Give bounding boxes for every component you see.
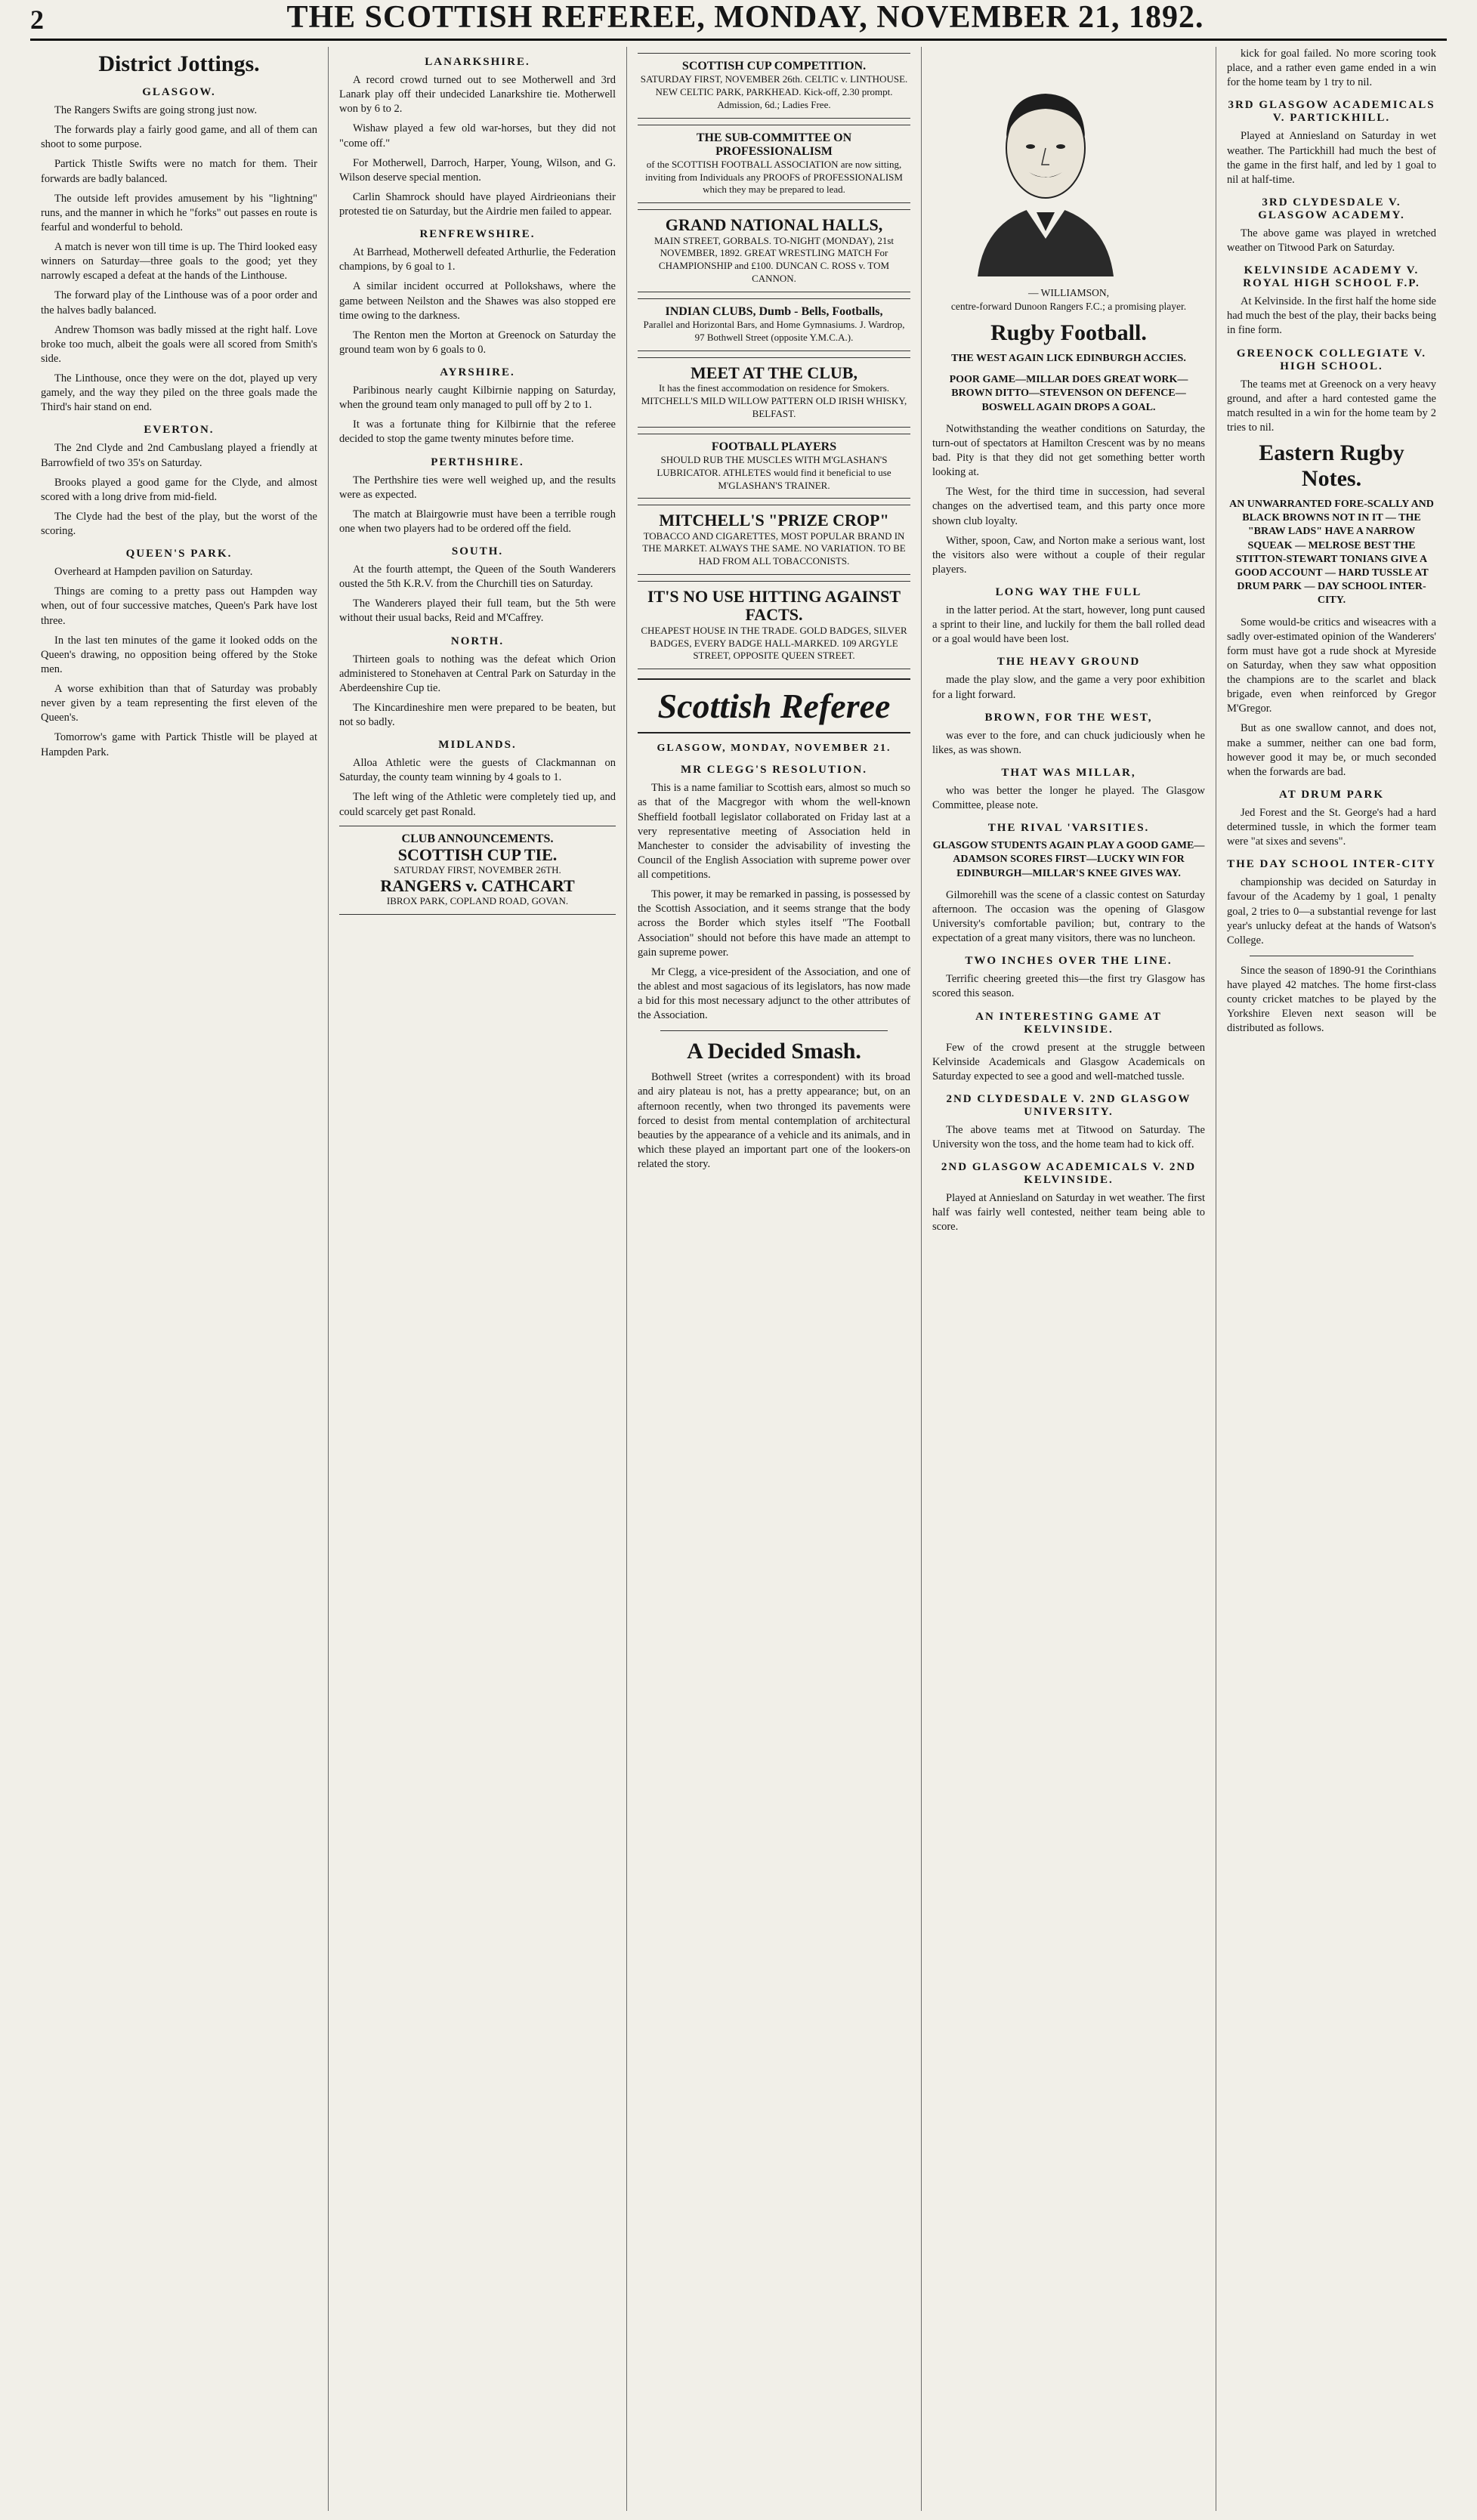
deck-heading: THE WEST AGAIN LICK EDINBURGH ACCIES. xyxy=(951,353,1186,365)
masthead xyxy=(30,0,1447,41)
paragraph: The left wing of the Athletic were completely tied up, and could scarcely get past Ronald. xyxy=(339,791,616,818)
article-text xyxy=(638,1070,910,1172)
scottish-referee-logo xyxy=(638,678,910,733)
sub-heading: 2ND CLYDESDALE V. 2ND GLASGOW UNIVERSITY. xyxy=(946,1092,1191,1118)
article-text xyxy=(1227,378,1436,436)
sub-heading: NORTH. xyxy=(450,635,505,647)
paragraph: Since the season of 1890-91 the Corinthians have played 42 matches. The home first-class county cricket matches to be played by the Yorkshire Eleven next season will be distributed as follows. xyxy=(1227,964,1436,1035)
masthead-title: THE SCOTTISH REFEREE, MONDAY, NOVEMBER 21, 1892. xyxy=(286,0,1204,35)
paragraph: who was better the longer he played. The Glasgow Committee, please note. xyxy=(932,784,1205,812)
column-5 xyxy=(1216,47,1447,2511)
article-text xyxy=(932,972,1205,1001)
ad-heading: SCOTTISH CUP COMPETITION. xyxy=(681,60,867,73)
paragraph: Overheard at Hampden pavilion on Saturday. xyxy=(54,566,253,579)
column-1 xyxy=(30,47,329,2511)
article-text xyxy=(41,103,317,415)
ad-heading: MITCHELL'S "PRIZE CROP" xyxy=(659,511,889,530)
paragraph: Few of the crowd present at the struggle between Kelvinside Academicals and Glasgow Academicals on Saturday expected to see a good and well-matched tussle. xyxy=(932,1041,1205,1082)
paragraph: The West, for the third time in succession, had several changes on the advertised team, and this party once more shown club loyalty. xyxy=(932,486,1205,527)
paragraph: The outside left provides amusement by his "lightning" runs, and the manner in which he "forks" out passes en route is fearful and wonderful to behold. xyxy=(41,192,317,233)
article-text xyxy=(41,441,317,539)
article-text xyxy=(1227,876,1436,948)
article-text xyxy=(1227,295,1436,338)
article-text xyxy=(339,246,616,357)
paragraph: The forward play of the Linthouse was of a poor order and the halves badly balanced. xyxy=(41,289,317,317)
caption-name: — WILLIAMSON, xyxy=(1028,287,1109,298)
advertisement xyxy=(638,505,910,575)
ad-text: MAIN STREET, GORBALS. TO-NIGHT (MONDAY), 21st NOVEMBER, 1892. GREAT WRESTLING MATCH For CHAMPIONSHIP and £100. DUNCAN C. ROSS v. TOM CANNON. xyxy=(654,234,895,285)
article-text xyxy=(339,563,616,626)
article-text xyxy=(339,474,616,537)
paragraph: This is a name familiar to Scottish ears, almost so much so as that of the Macgregor with whom the well-known Sheffield football legislator collaborated on Friday last at a very representative meeting of Association held in Manchester to consider the advisability of investing the Council of the English Association with supreme power over all competitions. xyxy=(638,782,910,882)
sub-heading: PERTHSHIRE. xyxy=(431,456,524,468)
paragraph: At Barrhead, Motherwell defeated Arthurlie, the Federation champions, by 6 goal to 1. xyxy=(339,246,616,273)
advertisement xyxy=(638,209,910,292)
dateline: GLASGOW, MONDAY, NOVEMBER 21. xyxy=(657,743,891,755)
paragraph: Mr Clegg, a vice-president of the Association, and one of the ablest and most sagacious of its legislators, has now made a bid for this most necessary adjunct to the other attributes of the Association. xyxy=(638,965,910,1022)
sub-heading: QUEEN'S PARK. xyxy=(125,548,233,561)
paragraph: The Perthshire ties were well weighed up, and the results were as expected. xyxy=(339,474,616,501)
paragraph: The 2nd Clyde and 2nd Cambuslang played a friendly at Barrowfield of two 35's on Saturday. xyxy=(41,442,317,469)
paragraph: Terrific cheering greeted this—the first try Glasgow has scored this season. xyxy=(932,973,1205,1000)
sub-heading: MIDLANDS. xyxy=(438,739,517,752)
column-2 xyxy=(329,47,627,2511)
article-text xyxy=(932,422,1205,577)
article-title-decided-smash: A Decided Smash. xyxy=(687,1039,861,1064)
sub-heading: SOUTH. xyxy=(451,545,504,557)
sub-heading: RENFREWSHIRE. xyxy=(419,228,536,241)
advertisement xyxy=(638,298,910,351)
paragraph: For Motherwell, Darroch, Harper, Young, Wilson, and G. Wilson deserve special mention. xyxy=(339,156,616,184)
column-4 xyxy=(922,47,1216,2511)
article-title: AN INTERESTING GAME AT KELVINSIDE. xyxy=(975,1010,1162,1036)
sub-heading: LANARKSHIRE. xyxy=(425,56,530,68)
club-announcements-ad xyxy=(339,826,616,915)
ad-text: of the SCOTTISH FOOTBALL ASSOCIATION are now sitting, inviting from Individuals any PROOFS of PROFESSIONALISM which they may be prepared to lead. xyxy=(645,158,903,196)
ad-line: RANGERS v. CATHCART xyxy=(380,876,575,895)
sub-heading: THE DAY SCHOOL INTER-CITY xyxy=(1227,858,1436,871)
article-text xyxy=(932,1041,1205,1084)
ad-heading: THE SUB-COMMITTEE ON PROFESSIONALISM xyxy=(696,131,852,158)
logo-text: Scottish Referee xyxy=(657,687,891,726)
sub-heading: GLASGOW. xyxy=(142,86,216,98)
caption-description: centre-forward Dunoon Rangers F.C.; a promising player. xyxy=(950,300,1187,312)
paragraph: The forwards play a fairly good game, and all of them can shoot to some purpose. xyxy=(41,124,317,151)
article-text xyxy=(932,729,1205,758)
article-title: THE RIVAL 'VARSITIES. xyxy=(987,822,1150,835)
ad-heading: INDIAN CLUBS, Dumb - Bells, Footballs, xyxy=(665,305,883,319)
article-text xyxy=(339,73,616,219)
section-title-district-jottings: District Jottings. xyxy=(98,51,260,76)
paragraph: But as one swallow cannot, and does not, make a summer, neither can one bad form, however good it may be, or much seconded when the forwards are bad. xyxy=(1227,722,1436,778)
ad-heading: GRAND NATIONAL HALLS, xyxy=(665,215,883,235)
sub-heading: LONG WAY THE FULL xyxy=(995,586,1142,599)
paragraph: The Rangers Swifts are going strong just now. xyxy=(54,104,258,116)
sub-heading: TWO INCHES OVER THE LINE. xyxy=(965,955,1173,968)
column-3 xyxy=(627,47,922,2511)
ad-line: SCOTTISH CUP TIE. xyxy=(397,845,558,864)
paragraph: Gilmorehill was the scene of a classic contest on Saturday afternoon. The occasion was the opening of Glasgow University's comfortable pavilion; but, contrary to the expectation of a great many visitors, there was no luncheon. xyxy=(932,888,1205,945)
paragraph: Wishaw played a few old war-horses, but they did not "come off." xyxy=(339,122,616,150)
paragraph: The Linthouse, once they were on the dot, played up very gamely, and the way they piled on the three goals made the Third's hair stand on end. xyxy=(41,372,317,414)
paragraph: The teams met at Greenock on a very heavy ground, and after a hard contested game the match resulted in a win for the home team by 2 tries to nil. xyxy=(1227,378,1436,434)
article-text xyxy=(41,565,317,760)
paragraph: Andrew Thomson was badly missed at the right half. Love broke too much, albeit the goals were all scored from Smith's side. xyxy=(41,323,317,365)
advertisement xyxy=(638,434,910,499)
sub-heading: AYRSHIRE. xyxy=(440,366,515,378)
sub-heading: 2ND GLASGOW ACADEMICALS V. 2ND KELVINSIDE. xyxy=(941,1161,1197,1187)
advertisement xyxy=(638,125,910,204)
ad-heading: CLUB ANNOUNCEMENTS. xyxy=(401,832,554,845)
sub-heading: 3RD CLYDESDALE V. GLASGOW ACADEMY. xyxy=(1258,196,1405,221)
paragraph: Wither, spoon, Caw, and Norton make a serious want, lost the visitors also were without a couple of their regular players. xyxy=(932,534,1205,576)
article-text xyxy=(1227,964,1436,1036)
paragraph: The Kincardineshire men were prepared to be beaten, but not so badly. xyxy=(339,701,616,728)
paragraph: was ever to the fore, and can chuck judiciously when he likes, as was shown. xyxy=(932,729,1205,756)
ad-heading: FOOTBALL PLAYERS xyxy=(711,440,837,453)
paragraph: kick for goal failed. No more scoring took place, and a rather even game ended in a win for the home team by 1 try to nil. xyxy=(1227,48,1436,89)
paragraph: Partick Thistle Swifts were no match for them. Their forwards are badly balanced. xyxy=(41,158,317,185)
article-text xyxy=(932,673,1205,702)
paragraph: Notwithstanding the weather conditions on Saturday, the turn-out of spectators at Hamilton Crescent was by no means bad. Pity is that they did not get something better worth looking at. xyxy=(932,422,1205,479)
portrait-caption xyxy=(932,286,1205,313)
deck-heading: POOR GAME—MILLAR DOES GREAT WORK—BROWN DITTO—STEVENSON ON DEFENCE—BOSWELL AGAIN DROPS A GOAL. xyxy=(949,374,1188,413)
paragraph: It was a fortunate thing for Kilbirnie that the referee decided to stop the game twenty minutes before time. xyxy=(339,418,616,446)
paragraph: A match is never won till time is up. The Third looked easy winners on Saturday—three goals to the good; yet they narrowly escaped a defeat at the hands of the Linthouse. xyxy=(41,241,317,283)
section-title-eastern-rugby-notes: Eastern Rugby Notes. xyxy=(1259,440,1404,491)
article-text xyxy=(1227,129,1436,187)
sub-heading: BROWN, FOR THE WEST, xyxy=(984,711,1153,724)
article-text xyxy=(932,784,1205,813)
deck-heading: GLASGOW STUDENTS AGAIN PLAY A GOOD GAME—ADAMSON SCORES FIRST—LUCKY WIN FOR EDINBURGH—MILLAR'S KNEE GIVES WAY. xyxy=(932,840,1205,879)
paragraph: A record crowd turned out to see Motherwell and 3rd Lanark play off their undecided Lanarkshire tie. Motherwell won by 6 to 2. xyxy=(339,74,616,116)
divider xyxy=(660,1030,888,1031)
advertisement xyxy=(638,581,910,669)
article-text xyxy=(339,653,616,730)
paragraph: At the fourth attempt, the Queen of the South Wanderers ousted the 5th K.R.V. from the Churchill ties on Saturday. xyxy=(339,564,616,591)
article-text xyxy=(339,384,616,447)
paragraph: In the last ten minutes of the game it looked odds on the Queen's drawing, no opposition being offered by the Stoke men. xyxy=(41,634,317,675)
paragraph: A similar incident occurred at Pollokshaws, where the game between Neilston and the Shawes was also stopped ere time owing to the darkness. xyxy=(339,280,616,322)
article-text xyxy=(339,756,616,820)
ad-heading: MEET AT THE CLUB, xyxy=(691,363,857,382)
article-title: MR CLEGG'S RESOLUTION. xyxy=(681,764,867,777)
advertisement xyxy=(638,53,910,119)
paragraph: This power, it may be remarked in passing, is possessed by the Scottish Association, and it seems strange that the body across the Border which styles itself "The Football Association" should not before this have made an attempt to gain supreme power. xyxy=(638,888,910,959)
ad-line: SATURDAY FIRST, NOVEMBER 26TH. xyxy=(394,863,561,876)
article-text xyxy=(932,1191,1205,1234)
paragraph: The Clyde had the best of the play, but the worst of the scoring. xyxy=(41,510,317,537)
sub-heading: THE HEAVY GROUND xyxy=(997,656,1141,669)
sub-heading: GREENOCK COLLEGIATE V. HIGH SCHOOL. xyxy=(1236,347,1427,372)
article-text xyxy=(1227,227,1436,255)
paragraph: Things are coming to a pretty pass out Hampden way when, out of four successive matches, Queen's Park have lost three. xyxy=(41,585,317,627)
paragraph: championship was decided on Saturday in favour of the Academy by 1 goal, 1 penalty goal, 2 tries to 0—a substantial revenge for last year's unlucky defeat at the hands of Watson's College. xyxy=(1227,876,1436,947)
paragraph: Thirteen goals to nothing was the defeat which Orion administered to Stonehaven at Central Park on Saturday in the Aberdeenshire Cup tie. xyxy=(339,653,616,694)
sub-heading: AT DRUM PARK xyxy=(1279,788,1384,801)
section-title-rugby-football: Rugby Football. xyxy=(990,320,1147,346)
article-text xyxy=(1227,806,1436,849)
paragraph: Brooks played a good game for the Clyde, and almost scored with a long drive from mid-field. xyxy=(41,476,317,503)
paragraph: Alloa Athletic were the guests of Clackmannan on Saturday, the county team winning by 4 goals to 1. xyxy=(339,757,616,784)
article-text xyxy=(932,888,1205,947)
paragraph: Tomorrow's game with Partick Thistle will be played at Hampden Park. xyxy=(41,731,317,758)
sub-heading: EVERTON. xyxy=(144,424,215,437)
ad-line: IBROX PARK, COPLAND ROAD, GOVAN. xyxy=(386,894,569,906)
paragraph: The Wanderers played their full team, but the 5th were without their usual backs, Reid and M'Caffrey. xyxy=(339,598,616,625)
article-text xyxy=(1227,47,1436,90)
page-number: 2 xyxy=(30,5,44,35)
paragraph: made the play slow, and the game a very poor exhibition for a light forward. xyxy=(932,674,1205,701)
paragraph: At Kelvinside. In the first half the home side had much the best of the play, their backs being in fine form. xyxy=(1227,295,1436,337)
article-text xyxy=(1227,616,1436,780)
ad-text: It has the finest accommodation on residence for Smokers. MITCHELL'S MILD WILLOW PATTERN OLD IRISH WHISKY, BELFAST. xyxy=(641,382,907,419)
ad-heading: IT'S NO USE HITTING AGAINST FACTS. xyxy=(647,587,901,625)
paragraph: A worse exhibition than that of Saturday was probably never given by a team representing the first eleven of the Queen's. xyxy=(41,683,317,724)
advertisement xyxy=(638,357,910,428)
paragraph: Some would-be critics and wiseacres with a sadly over-estimated opinion of the Wanderers' form must have got a rude shock at Myreside on Saturday, when they saw what opposition the champions are to the scarlet and black brigade, even when reinforced by Gregor M'Gregor. xyxy=(1227,616,1436,715)
paragraph: The match at Blairgowrie must have been a terrible rough one when two players had to be ordered off the field. xyxy=(339,508,616,535)
paragraph: Jed Forest and the St. George's had a hard determined tussle, in which the former team were "at sixes and sevens". xyxy=(1227,806,1436,848)
sub-heading: 3RD GLASGOW ACADEMICALS V. PARTICKHILL. xyxy=(1228,99,1435,125)
article-text xyxy=(638,781,910,1023)
deck-heading: AN UNWARRANTED FORE-SCALLY AND BLACK BROWNS NOT IN IT — THE "BRAW LADS" HAVE A NARROW SQUEAK — MELROSE BEST THE STITTON-STEWART TONIANS GIVE A GOOD ACCOUNT — HARD TUSSLE AT DRUM PARK — DAY SCHOOL INTER-CITY. xyxy=(1229,499,1434,607)
sub-heading: KELVINSIDE ACADEMY V. ROYAL HIGH SCHOOL F.P. xyxy=(1243,264,1420,290)
ad-text: TOBACCO AND CIGARETTES, MOST POPULAR BRAND IN THE MARKET. ALWAYS THE SAME. NO VARIATION. TO BE HAD FROM ALL TOBACCONISTS. xyxy=(642,530,906,567)
article-text xyxy=(932,1123,1205,1152)
paragraph: Bothwell Street (writes a correspondent) with its broad and airy plateau is not, has a pretty appearance; but, on an afternoon recently, when two thronged its pavements were forced to desist from mental contemplation of architectural beauties by the appearance of a vehicle and its animals, and in which these played an important part one of the lookers-on related the story. xyxy=(638,1071,910,1171)
ad-text: CHEAPEST HOUSE IN THE TRADE. GOLD BADGES, SILVER BADGES, EVERY BADGE HALL-MARKED. 109 ARGYLE STREET, OPPOSITE QUEEN STREET. xyxy=(641,624,907,662)
paragraph: The Renton men the Morton at Greenock on Saturday the ground team won by 6 goals to 0. xyxy=(339,329,616,356)
paragraph: in the latter period. At the start, however, long punt caused a sprint to their line, and luckily for them the ball rolled dead or a goal would have been lost. xyxy=(932,604,1205,646)
paragraph: Played at Anniesland on Saturday in wet weather. The first half was fairly well contested, neither team being able to score. xyxy=(932,1192,1205,1234)
article-text xyxy=(932,604,1205,647)
ad-text: Parallel and Horizontal Bars, and Home Gymnasiums. J. Wardrop, 97 Bothwell Street (opposite Y.M.C.A.). xyxy=(643,319,905,343)
paragraph: Carlin Shamrock should have played Airdrieonians their protested tie on Saturday, but the Airdrie men failed to appear. xyxy=(339,190,616,218)
ad-text: SATURDAY FIRST, NOVEMBER 26th. CELTIC v. LINTHOUSE. NEW CELTIC PARK, PARKHEAD. Kick-off, 2.30 prompt. Admission, 6d.; Ladies Free. xyxy=(640,73,908,110)
sub-heading: THAT WAS MILLAR, xyxy=(1001,766,1136,779)
ad-text: SHOULD RUB THE MUSCLES WITH M'GLASHAN'S LUBRICATOR. ATHLETES would find it beneficial to use M'GLASHAN'S TRAINER. xyxy=(657,453,891,491)
portrait-illustration xyxy=(932,50,1159,276)
paragraph: Paribinous nearly caught Kilbirnie napping on Saturday, when the ground team only managed to pull off by 2 to 1. xyxy=(339,384,616,412)
paragraph: Played at Anniesland on Saturday in wet weather. The Partickhill had much the best of the game in the first half, and led by 1 goal to nil at half-time. xyxy=(1227,130,1436,186)
paragraph: The above game was played in wretched weather on Titwood Park on Saturday. xyxy=(1227,227,1436,254)
paragraph: The above teams met at Titwood on Saturday. The University won the toss, and the home team had to kick off. xyxy=(932,1123,1205,1151)
